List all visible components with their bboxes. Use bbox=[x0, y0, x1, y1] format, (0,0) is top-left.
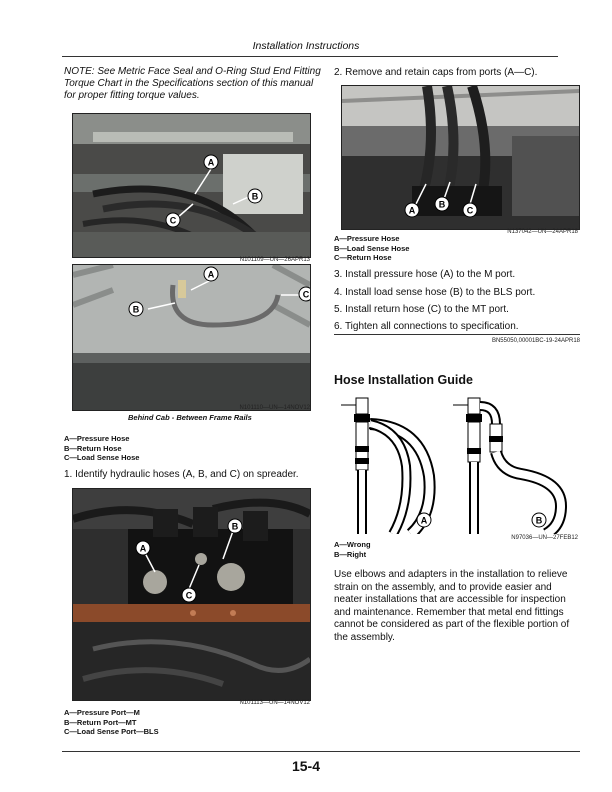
step-1: 1. Identify hydraulic hoses (A, B, and C) on spreader. bbox=[64, 469, 299, 480]
step-4: 4. Install load sense hose (B) to the BLS port. bbox=[334, 287, 536, 298]
callout-b bbox=[129, 302, 143, 316]
callout-b bbox=[228, 519, 242, 533]
step-5: 5. Install return hose (C) to the MT port. bbox=[334, 304, 509, 315]
photo3-ref: N101113—UN—14NOV12 bbox=[239, 700, 310, 706]
svg-text:A: A bbox=[207, 157, 215, 168]
photo2-ref: N101110—UN—14NOV12 bbox=[239, 405, 310, 411]
svg-text:B: B bbox=[251, 191, 259, 202]
svg-text:A: A bbox=[408, 205, 416, 216]
step-2: 2. Remove and retain caps from ports (A—C). bbox=[334, 67, 538, 78]
hose-guide-diagram bbox=[341, 396, 578, 534]
svg-text:C: C bbox=[302, 289, 310, 300]
callout-a bbox=[405, 203, 419, 217]
legend-item: B—Return Port—MT bbox=[64, 717, 137, 727]
callout-a bbox=[204, 155, 218, 169]
callout-a bbox=[417, 513, 431, 527]
torque-note: NOTE: See Metric Face Seal and O-Ring Stud End Fitting Torque Chart in the Specifications section of this manual for proper fitting torque values. bbox=[64, 66, 321, 101]
photo4-ref: N137042—UN—24APR18 bbox=[507, 229, 578, 235]
photo-behind-cab bbox=[72, 264, 311, 411]
svg-text:B: B bbox=[231, 521, 239, 532]
legend-item: A—Wrong bbox=[334, 540, 371, 549]
callout-c bbox=[166, 213, 180, 227]
section-ref: BN55050,00001BC-19-24APR18 bbox=[491, 338, 580, 344]
photo-hoses-on-frame bbox=[72, 113, 311, 258]
svg-text:C: C bbox=[185, 590, 193, 601]
legend-item: A—Pressure Hose bbox=[334, 234, 400, 243]
callout-c bbox=[182, 588, 196, 602]
legend-item: B—Right bbox=[334, 549, 367, 559]
callout-a bbox=[136, 541, 150, 555]
guide-title: Hose Installation Guide bbox=[334, 373, 473, 387]
svg-text:B: B bbox=[535, 515, 543, 526]
photo1-ref: N101109—UN—26APR13 bbox=[239, 257, 310, 263]
callout-b bbox=[248, 189, 262, 203]
guide-figure-ref: N97036—UN—27FEB12 bbox=[511, 535, 578, 541]
legend-item: B—Return Hose bbox=[64, 443, 122, 453]
svg-text:A: A bbox=[139, 543, 147, 554]
photo-port-caps bbox=[341, 85, 580, 230]
guide-legend bbox=[334, 540, 371, 559]
svg-text:C: C bbox=[466, 205, 474, 216]
legend-item: B—Load Sense Hose bbox=[334, 243, 410, 253]
svg-text:A: A bbox=[207, 269, 215, 280]
svg-text:B: B bbox=[132, 304, 140, 315]
step-3: 3. Install pressure hose (A) to the M port. bbox=[334, 269, 516, 280]
photo-spreader-ports bbox=[72, 488, 311, 701]
svg-text:C: C bbox=[169, 215, 177, 226]
callout-a bbox=[204, 267, 218, 281]
svg-text:A: A bbox=[420, 515, 428, 526]
legend-item: A—Pressure Port—M bbox=[64, 708, 140, 717]
step-6: 6. Tighten all connections to specification. bbox=[334, 321, 519, 332]
header-divider bbox=[62, 56, 558, 57]
page-number: 15-4 bbox=[291, 758, 321, 774]
hose-legend bbox=[64, 434, 139, 463]
callout-b bbox=[435, 197, 449, 211]
legend-item: C—Load Sense Port—BLS bbox=[64, 727, 159, 736]
callout-b bbox=[532, 513, 546, 527]
section-divider bbox=[334, 334, 580, 335]
legend-item: A—Pressure Hose bbox=[64, 434, 130, 443]
callout-c bbox=[463, 203, 477, 217]
port-legend bbox=[64, 708, 159, 737]
callout-c bbox=[299, 287, 310, 301]
guide-paragraph: Use elbows and adapters in the installation to relieve strain on the assembly, and to provide easier and neater installations that are accessible for inspection and maintenance. Remember that metal end fittings cannot be considered as part of the flexible portion of the assembly. bbox=[334, 569, 570, 643]
legend-item: C—Load Sense Hose bbox=[64, 453, 140, 462]
page-header-title: Installation Instructions bbox=[252, 40, 360, 52]
svg-text:B: B bbox=[438, 199, 446, 210]
footer-divider bbox=[62, 751, 580, 752]
cap-legend bbox=[334, 234, 409, 263]
legend-item: C—Return Hose bbox=[334, 253, 392, 262]
photo2-caption: Behind Cab - Between Frame Rails bbox=[128, 413, 252, 422]
